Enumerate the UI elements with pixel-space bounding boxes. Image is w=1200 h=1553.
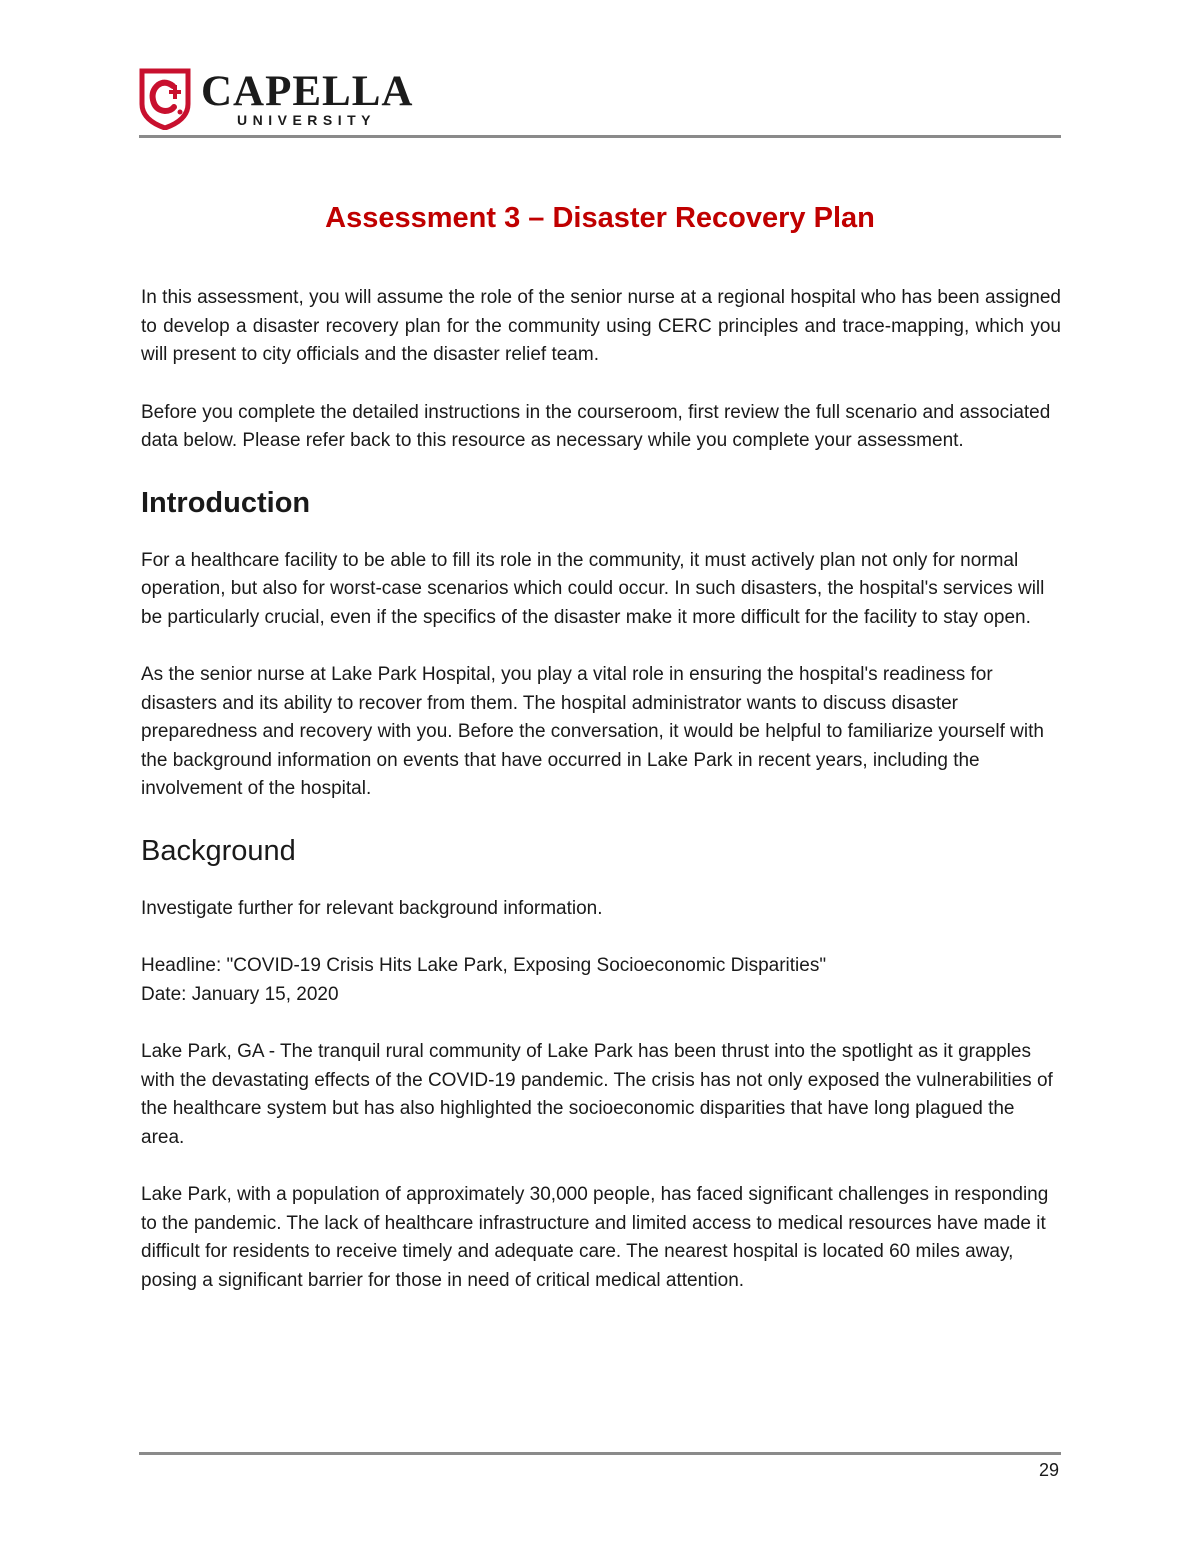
introduction-heading: Introduction <box>141 486 311 519</box>
page-number: 29 <box>1038 1460 1059 1480</box>
background-paragraph: Lake Park, with a population of approximately 30,000 people, has faced significant challenges in responding to the pandemic. The lack of healthcare infrastructure and limited access to medical resources have made it difficult for residents to receive timely and adequate care. The nearest hospital is located 60 miles away, posing a significant barrier for those in need of critical medical attention. <box>141 1184 1049 1291</box>
intro-paragraph: Before you complete the detailed instructions in the courseroom, first review the full scenario and associated data below. Please refer back to this resource as necessary while you complete your assessment. <box>141 401 1051 451</box>
background-paragraph: Lake Park, GA - The tranquil rural community of Lake Park has been thrust into the spotlight as it grapples with the devastating effects of the COVID-19 pandemic. The crisis has not only exposed the vulnerabilities of the healthcare system but has also highlighted the socioeconomic disparities that have long plagued the area. <box>141 1041 1053 1148</box>
document-title: Assessment 3 – Disaster Recovery Plan <box>325 202 875 234</box>
background-lead: Investigate further for relevant background information. <box>141 897 603 919</box>
background-heading: Background <box>141 834 296 867</box>
introduction-paragraph: For a healthcare facility to be able to fill its role in the community, it must actively plan not only for normal operation, but also for worst-case scenarios which could occur. In such disasters, the hospital's services will be particularly crucial, even if the specifics of the disaster make it more difficult for the facility to stay open. <box>141 549 1045 628</box>
news-headline: Headline: "COVID-19 Crisis Hits Lake Park, Exposing Socioeconomic Disparities" <box>141 955 827 976</box>
capella-logo <box>139 68 439 134</box>
introduction-paragraph: As the senior nurse at Lake Park Hospital, you play a vital role in ensuring the hospital's readiness for disasters and its ability to recover from them. The hospital administrator wants to discuss disaster preparedness and recovery with you. Before the conversation, it would be helpful to familiarize yourself with the background information on events that have occurred in Lake Park in recent years, including the involvement of the hospital. <box>141 664 1044 799</box>
news-date: Date: January 15, 2020 <box>141 983 339 1005</box>
capella-shield-icon <box>139 68 191 130</box>
logo-wordmark: CAPELLA <box>201 68 414 115</box>
intro-paragraph: In this assessment, you will assume the role of the senior nurse at a regional hospital who has been assigned to develop a disaster recovery plan for the community using CERC principles and trace-mapping, which you will present to city officials and the disaster relief team. <box>141 287 1061 365</box>
header-divider <box>139 135 1061 138</box>
document-body <box>141 284 1061 1324</box>
footer-divider <box>139 1452 1061 1455</box>
logo-subtitle: UNIVERSITY <box>237 112 377 128</box>
